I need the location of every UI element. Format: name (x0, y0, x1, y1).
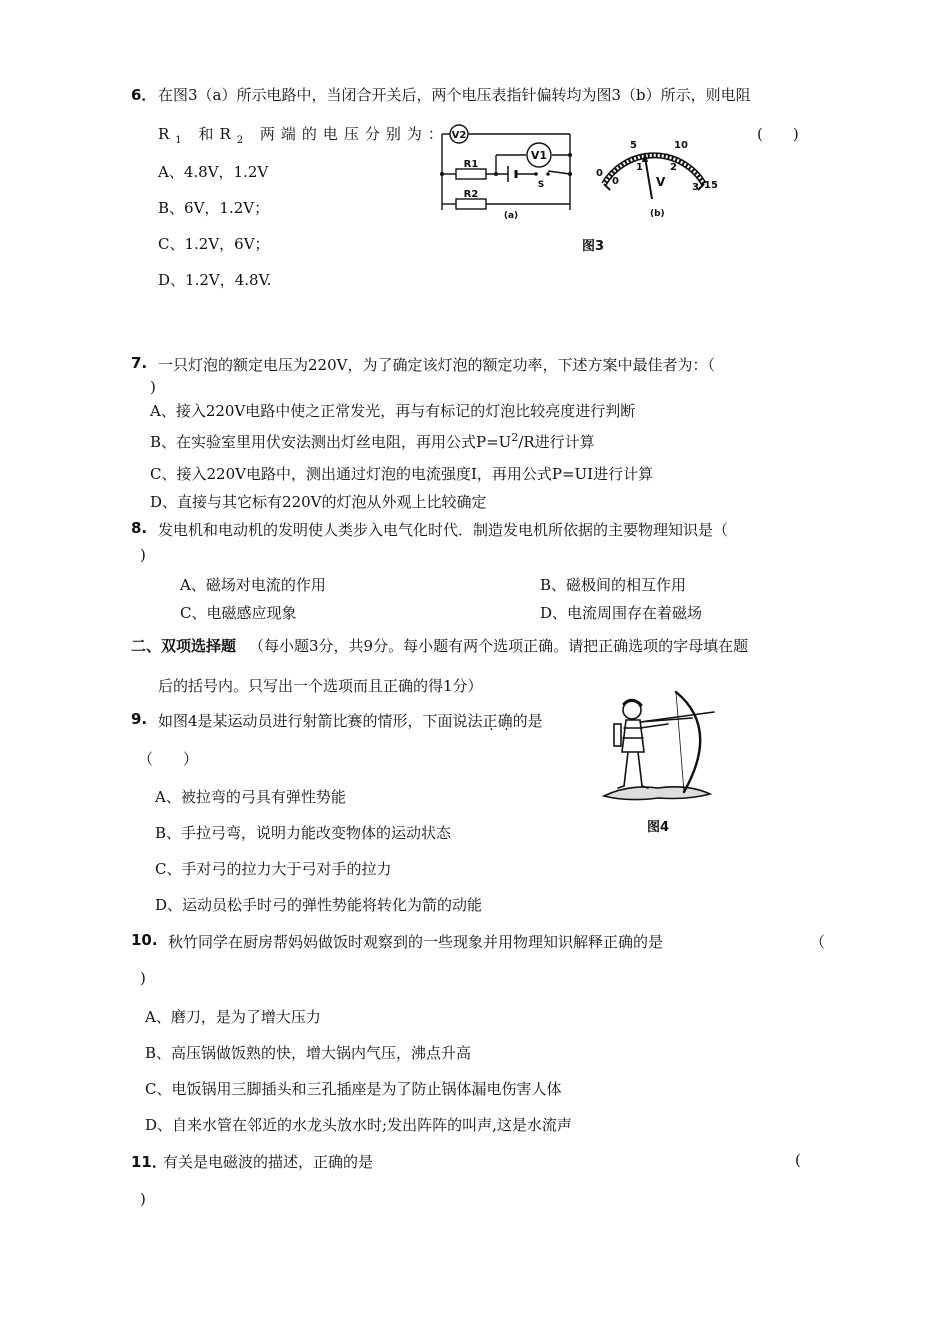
question-text: 发电机和电动机的发明使人类步入电气化时代．制造发电机所依据的主要物理知识是（ (158, 521, 729, 539)
voltmeter-dial (590, 132, 720, 224)
option-b: B、在实验室里用伏安法测出灯丝电阻，再用公式$P=U^2/R$进行计算 (150, 431, 595, 451)
option-b: B、手拉弓弯，说明力能改变物体的运动状态 (155, 824, 452, 842)
answer-blank: （ ） (138, 750, 199, 768)
scale-bottom-0: 0 (612, 176, 619, 187)
question-text: 秋竹同学在厨房帮妈妈做饭时观察到的一些现象并用物理知识解释正确的是 (168, 933, 664, 951)
r2-label: R2 (463, 189, 479, 200)
option-b: B、高压锅做饭熟的快，增大锅内气压，沸点升高 (145, 1044, 472, 1062)
option-a: A、被拉弯的弓具有弹性势能 (155, 788, 346, 806)
option-c: C、手对弓的拉力大于弓对手的拉力 (155, 860, 392, 878)
question-number: 10. (131, 931, 158, 949)
question-text: 有关是电磁波的描述，正确的是 (163, 1153, 374, 1171)
question-text-cont: ) (140, 1190, 146, 1208)
option-d: D、自来水管在邻近的水龙头放水时;发出阵阵的叫声,这是水流声 (145, 1116, 572, 1134)
option-a: A、接入220V电路中使之正常发光，再与有标记的灯泡比较亮度进行判断 (150, 402, 636, 420)
option-b: B、6V，1.2V； (158, 199, 270, 217)
question-open-paren: （ (810, 933, 826, 951)
scale-top-15: 15 (704, 180, 718, 191)
scale-top-0: 0 (596, 168, 603, 179)
option-a: A、磁场对电流的作用 (180, 576, 326, 594)
circuit-sublabel: (a) (503, 211, 519, 221)
question-text-cont: ) (140, 546, 146, 564)
archer-illustration (598, 688, 720, 808)
question-text-cont: ) (140, 969, 146, 987)
question-text-line2: $R_1$ 和$R_2$ 两端的电压分别为： (158, 125, 449, 146)
scale-top-5: 5 (630, 140, 637, 151)
meter-sublabel: (b) (650, 209, 665, 219)
option-c: C、电磁感应现象 (180, 604, 297, 622)
option-c: C、电饭锅用三脚插头和三孔插座是为了防止锅体漏电伤害人体 (145, 1080, 562, 1098)
scale-bottom-1: 1 (636, 162, 643, 173)
question-number: 8. (131, 519, 148, 537)
question-text: 如图4是某运动员进行射箭比赛的情形，下面说法正确的是 (158, 712, 543, 730)
switch-label: S (537, 180, 545, 190)
v2-label: V2 (451, 130, 467, 141)
question-number: 11． (131, 1153, 167, 1171)
option-c: C、1.2V，6V； (158, 235, 270, 253)
question-text: 一只灯泡的额定电压为220V，为了确定该灯泡的额定功率，下述方案中最佳者为：（ (158, 356, 715, 374)
option-a: A、4.8V，1.2V (158, 163, 269, 181)
question-text-cont: ) (150, 378, 156, 396)
option-d: D、电流周围存在着磁场 (540, 604, 703, 622)
question-open-paren: ( (795, 1151, 801, 1169)
r1-label: R1 (463, 159, 479, 170)
option-d: D、1.2V，4.8V. (158, 271, 272, 289)
option-a: A、磨刀，是为了增大压力 (145, 1008, 321, 1026)
section-title: 二、双项选择题 (131, 637, 237, 655)
scale-bottom-3: 3 (692, 182, 699, 193)
meter-symbol: V (656, 175, 666, 189)
answer-blank: ( ) (757, 125, 799, 143)
option-b: B、磁极间的相互作用 (540, 576, 687, 594)
scale-bottom-2: 2 (670, 162, 677, 173)
option-c: C、接入220V电路中，测出通过灯泡的电流强度I，再用公式P=UI进行计算 (150, 465, 654, 483)
scale-top-10: 10 (674, 140, 688, 151)
figure-4-caption: 图4 (647, 820, 670, 835)
option-d: D、直接与其它标有220V的灯泡从外观上比较确定 (150, 493, 487, 511)
figure-3-caption: 图3 (582, 239, 605, 254)
section-desc-line2: 后的括号内。只写出一个选项而且正确的得1分） (158, 677, 483, 695)
circuit-diagram (436, 122, 578, 222)
v1-label: V1 (530, 149, 548, 162)
question-text: 在图3（a）所示电路中，当闭合开关后，两个电压表指针偏转均为图3（b）所示，则电阻 (158, 86, 751, 104)
question-number: 9. (131, 710, 148, 728)
question-number: 6． (131, 86, 157, 104)
section-desc: （每小题3分，共9分。每小题有两个选项正确。请把正确选项的字母填在题 (249, 637, 749, 655)
question-number: 7. (131, 354, 148, 372)
option-d: D、运动员松手时弓的弹性势能将转化为箭的动能 (155, 896, 483, 914)
